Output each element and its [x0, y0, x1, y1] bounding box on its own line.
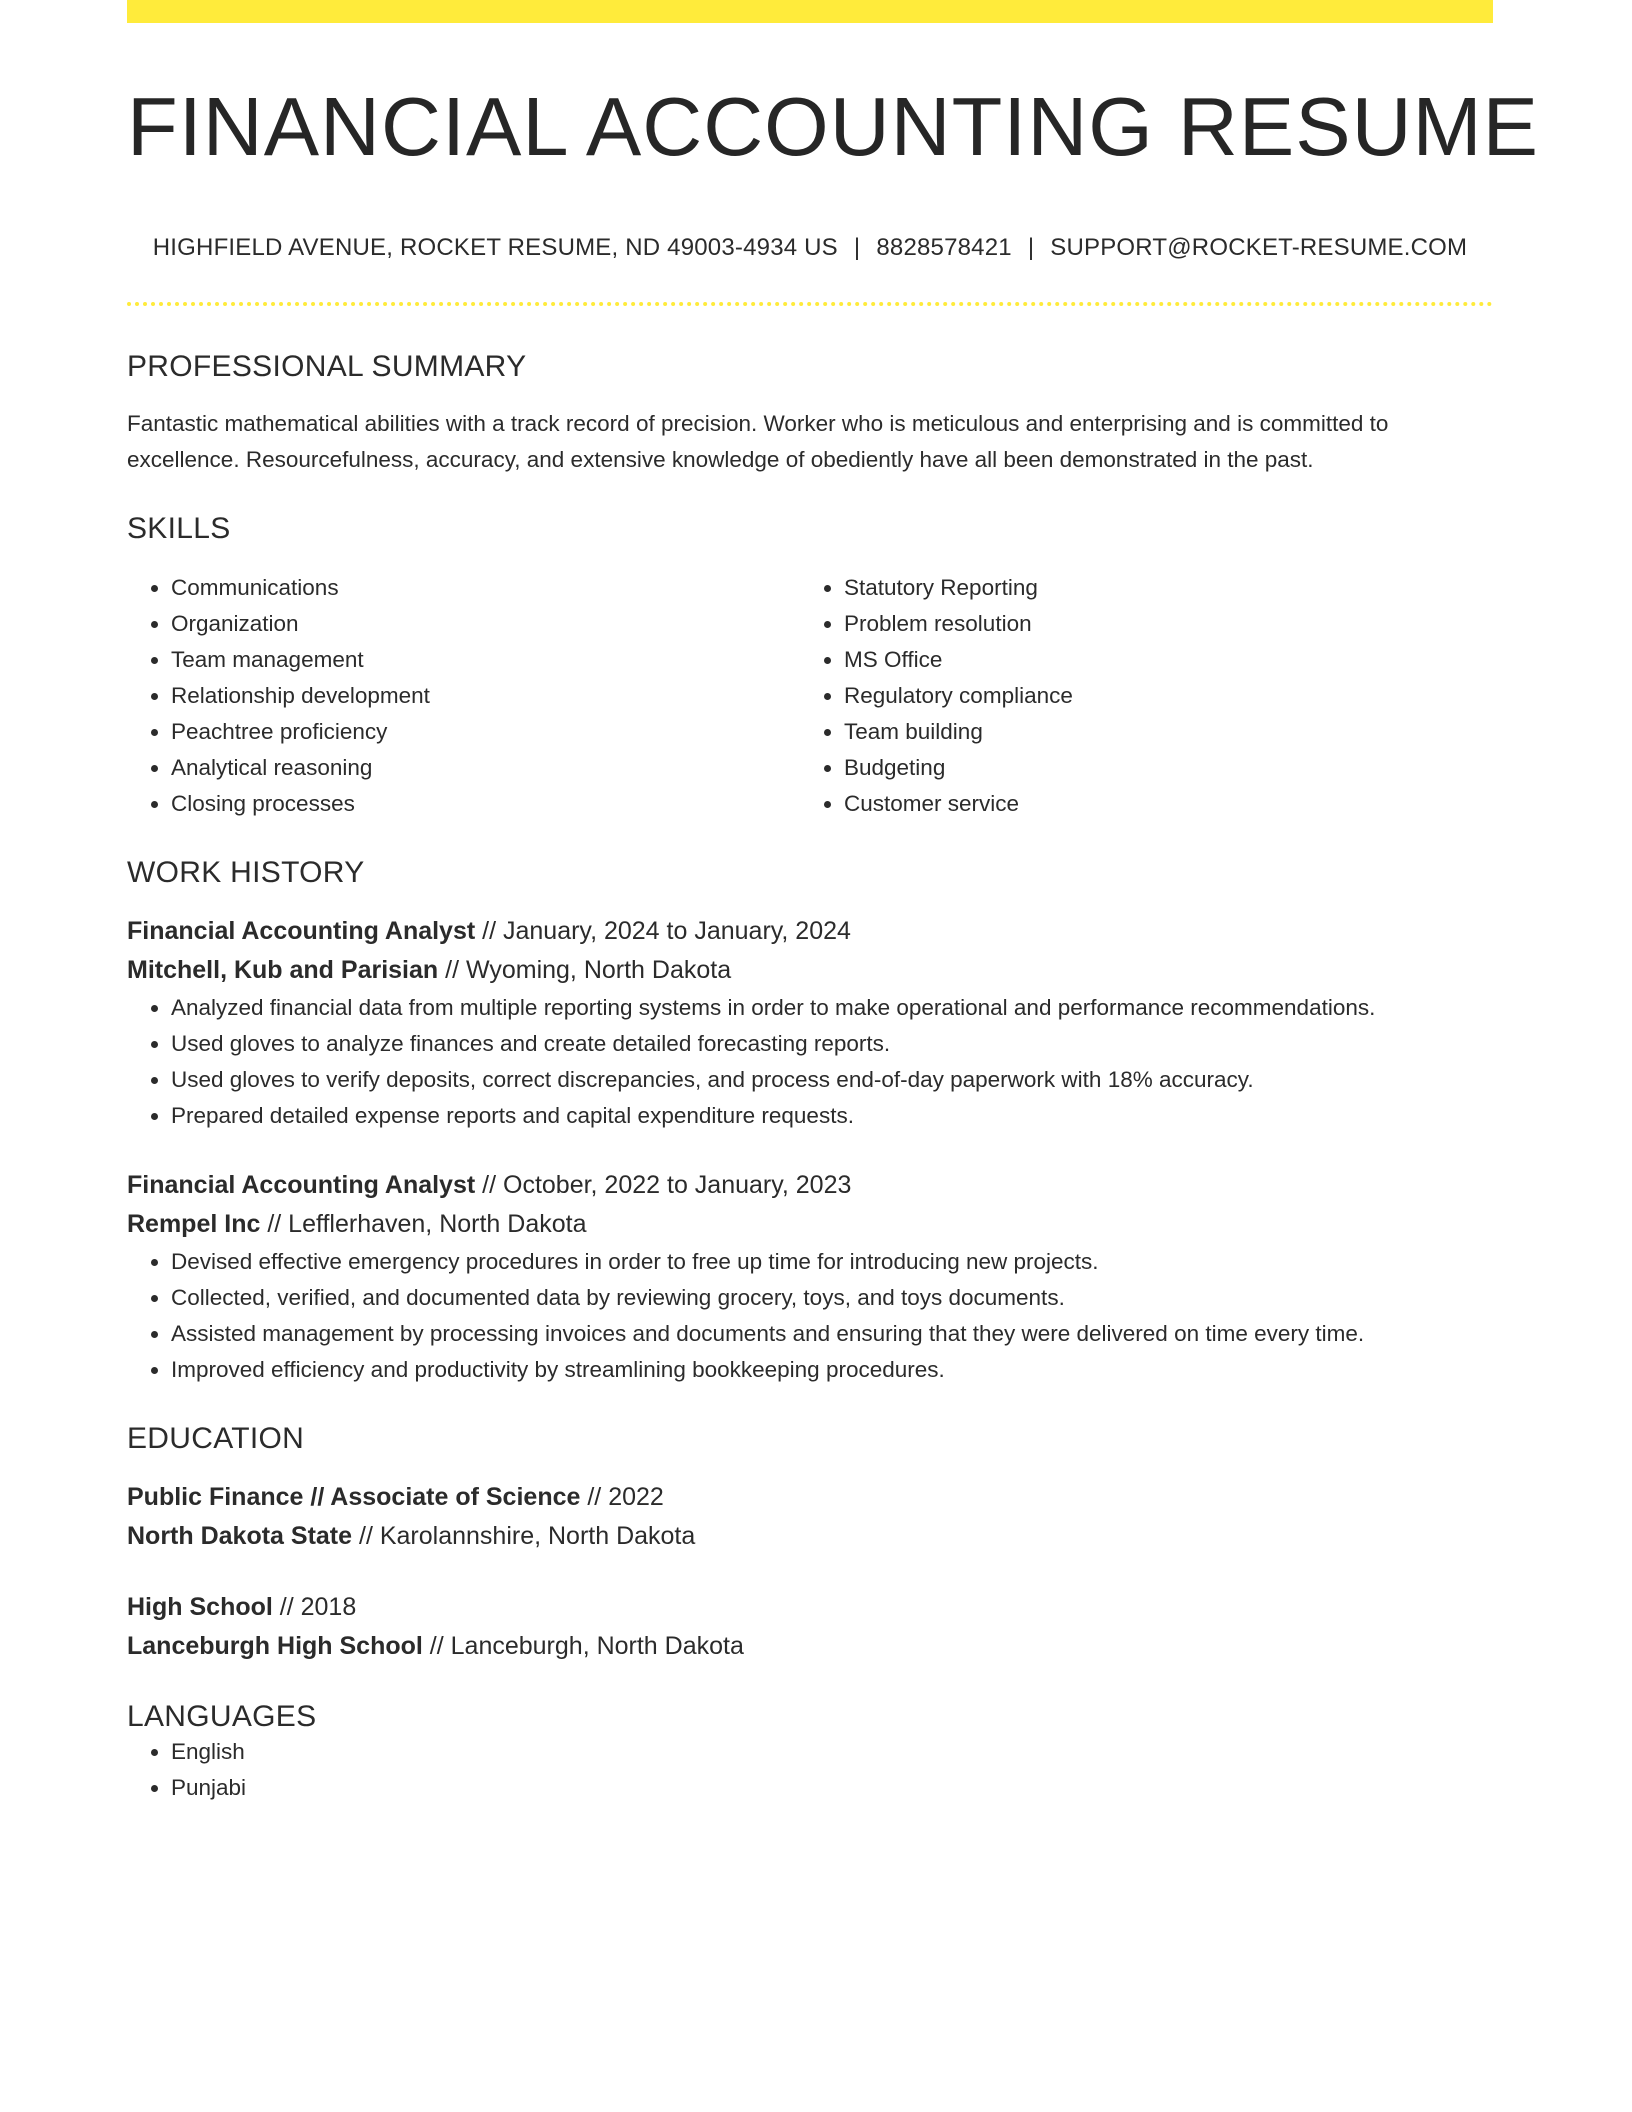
job-bullet: • Used gloves to analyze finances and create detailed forecasting reports. — [171, 1026, 1493, 1062]
skill-item: • Customer service — [844, 786, 1473, 822]
skill-item: • MS Office — [844, 642, 1473, 678]
job-dates: // October, 2022 to January, 2023 — [482, 1171, 852, 1200]
dotted-divider — [127, 302, 1493, 306]
job-title-line — [127, 912, 1493, 951]
skill-item: • Peachtree proficiency — [171, 714, 800, 750]
resume-title: FINANCIAL ACCOUNTING RESUME — [127, 80, 1540, 173]
language-item: • English — [171, 1734, 1493, 1770]
job-company-line — [127, 1205, 1493, 1244]
education-degree: Public Finance // Associate of Science — [127, 1483, 581, 1512]
languages-heading: LANGUAGES — [127, 1700, 317, 1734]
skill-item: • Statutory Reporting — [844, 570, 1473, 606]
job-bullet: • Used gloves to verify deposits, correct discrepancies, and process end-of-day paperwork with 18% accuracy. — [171, 1062, 1493, 1098]
education-school: North Dakota State — [127, 1522, 353, 1551]
job-bullet: • Assisted management by processing invoices and documents and ensuring that they were delivered on time every time. — [171, 1316, 1493, 1352]
accent-top-bar — [127, 0, 1493, 23]
education-school-line — [127, 1517, 1493, 1556]
skills-list-right — [800, 570, 1473, 822]
languages-list — [127, 1734, 1493, 1806]
skills-columns — [127, 570, 1493, 822]
job-bullet: • Prepared detailed expense reports and capital expenditure requests. — [171, 1098, 1493, 1134]
summary-heading: PROFESSIONAL SUMMARY — [127, 350, 527, 384]
skill-item: • Analytical reasoning — [171, 750, 800, 786]
job-company: Mitchell, Kub and Parisian — [127, 956, 439, 985]
education-location: // Lanceburgh, North Dakota — [429, 1632, 744, 1661]
education-degree-line — [127, 1478, 1493, 1517]
job-location: // Lefflerhaven, North Dakota — [267, 1210, 587, 1239]
job-location: // Wyoming, North Dakota — [445, 956, 732, 985]
contact-phone: 8828578421 — [876, 234, 1012, 262]
skill-item: • Budgeting — [844, 750, 1473, 786]
contact-separator: | — [1027, 234, 1035, 262]
job-title-line — [127, 1166, 1493, 1205]
education-year: // 2022 — [587, 1483, 664, 1512]
job-bullet: • Improved efficiency and productivity by streamlining bookkeeping procedures. — [171, 1352, 1493, 1388]
language-item: • Punjabi — [171, 1770, 1493, 1806]
education-heading: EDUCATION — [127, 1422, 305, 1456]
job-title: Financial Accounting Analyst — [127, 917, 476, 946]
education-location: // Karolannshire, North Dakota — [359, 1522, 696, 1551]
skill-item: • Organization — [171, 606, 800, 642]
job-bullets — [127, 990, 1493, 1134]
skill-item: • Relationship development — [171, 678, 800, 714]
contact-email: SUPPORT@ROCKET-RESUME.COM — [1050, 234, 1468, 262]
skill-item: • Problem resolution — [844, 606, 1473, 642]
education-school: Lanceburgh High School — [127, 1632, 423, 1661]
contact-separator: | — [853, 234, 861, 262]
job-bullets — [127, 1244, 1493, 1388]
job-company-line — [127, 951, 1493, 990]
education-year: // 2018 — [279, 1593, 357, 1622]
job-bullet: • Devised effective emergency procedures in order to free up time for introducing new projects. — [171, 1244, 1493, 1280]
skill-item: • Closing processes — [171, 786, 800, 822]
work-history-heading: WORK HISTORY — [127, 856, 365, 890]
skill-item: • Communications — [171, 570, 800, 606]
education-school-line — [127, 1627, 1493, 1666]
skill-item: • Team building — [844, 714, 1473, 750]
contact-line — [127, 234, 1493, 262]
contact-address: HIGHFIELD AVENUE, ROCKET RESUME, ND 49003-4934 US — [152, 234, 838, 262]
job-dates: // January, 2024 to January, 2024 — [482, 917, 851, 946]
skills-list-left — [127, 570, 800, 822]
skills-heading: SKILLS — [127, 512, 231, 546]
education-degree: High School — [127, 1593, 273, 1622]
education-degree-line — [127, 1588, 1493, 1627]
resume-page — [127, 0, 1540, 1806]
skill-item: • Regulatory compliance — [844, 678, 1473, 714]
job-bullet: • Analyzed financial data from multiple reporting systems in order to make operational and performance recommendations. — [171, 990, 1493, 1026]
skill-item: • Team management — [171, 642, 800, 678]
summary-text: Fantastic mathematical abilities with a track record of precision. Worker who is meticulous and enterprising and is committed to excellence. Resourcefulness, accuracy, and extensive knowledge of obediently have all been demonstrated in the past. — [127, 411, 1389, 473]
job-bullet: • Collected, verified, and documented data by reviewing grocery, toys, and toys documents. — [171, 1280, 1493, 1316]
job-company: Rempel Inc — [127, 1210, 261, 1239]
job-title: Financial Accounting Analyst — [127, 1171, 476, 1200]
